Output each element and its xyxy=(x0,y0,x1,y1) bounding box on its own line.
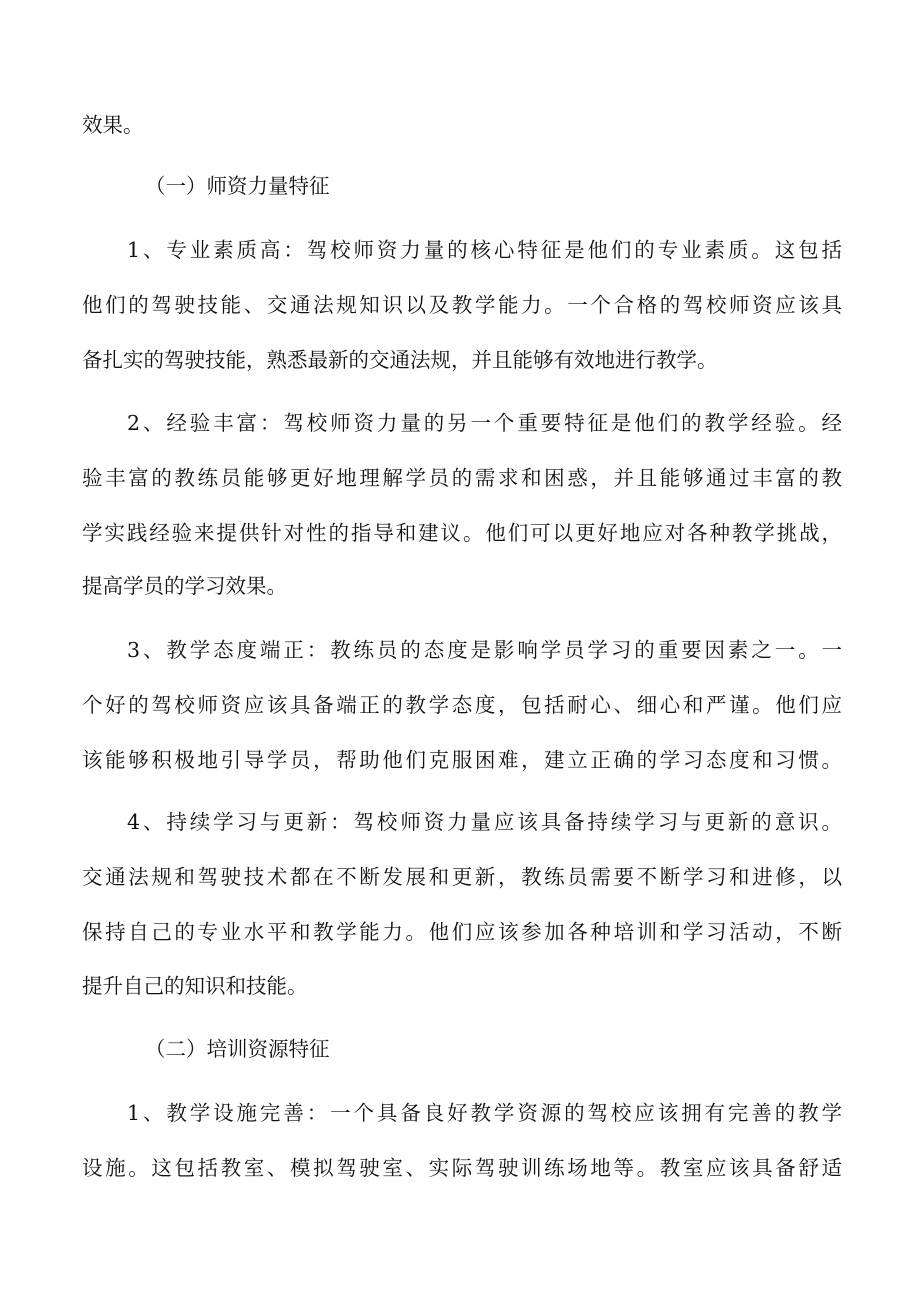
paragraph-line: 交通法规和驾驶技术都在不断发展和更新，教练员需要不断学习和进修，以 xyxy=(82,865,842,889)
section-heading: （二）培训资源特征 xyxy=(145,1037,330,1061)
paragraph-line: 提升自己的知识和技能。 xyxy=(82,974,308,998)
paragraph-line: 1、教学设施完善：一个具备良好教学资源的驾校应该拥有完善的教学 xyxy=(127,1101,842,1125)
paragraph-line: 备扎实的驾驶技能，熟悉最新的交通法规，并且能够有效地进行教学。 xyxy=(82,348,718,372)
paragraph-line: 他们的驾驶技能、交通法规知识以及教学能力。一个合格的驾校师资应该具 xyxy=(82,293,842,317)
paragraph-line: 效果。 xyxy=(82,113,144,137)
paragraph-line: 设施。这包括教室、模拟驾驶室、实际驾驶训练场地等。教室应该具备舒适 xyxy=(82,1156,842,1180)
paragraph-line: 4、持续学习与更新：驾校师资力量应该具备持续学习与更新的意识。 xyxy=(127,810,842,834)
paragraph-line: 保持自己的专业水平和教学能力。他们应该参加各种培训和学习活动，不断 xyxy=(82,920,842,944)
paragraph-line: 3、教学态度端正：教练员的态度是影响学员学习的重要因素之一。一 xyxy=(127,638,842,662)
paragraph-line: 个好的驾校师资应该具备端正的教学态度，包括耐心、细心和严谨。他们应 xyxy=(82,693,842,717)
paragraph-line: 提高学员的学习效果。 xyxy=(82,574,287,598)
paragraph-line: 该能够积极地引导学员，帮助他们克服困难，建立正确的学习态度和习惯。 xyxy=(82,748,842,772)
paragraph-line: 验丰富的教练员能够更好地理解学员的需求和困惑，并且能够通过丰富的教 xyxy=(82,466,842,490)
paragraph-line: 学实践经验来提供针对性的指导和建议。他们可以更好地应对各种教学挑战， xyxy=(82,521,842,545)
paragraph-line: 1、专业素质高：驾校师资力量的核心特征是他们的专业素质。这包括 xyxy=(127,238,842,262)
section-heading: （一）师资力量特征 xyxy=(145,174,330,198)
paragraph-line: 2、经验丰富：驾校师资力量的另一个重要特征是他们的教学经验。经 xyxy=(127,411,842,435)
